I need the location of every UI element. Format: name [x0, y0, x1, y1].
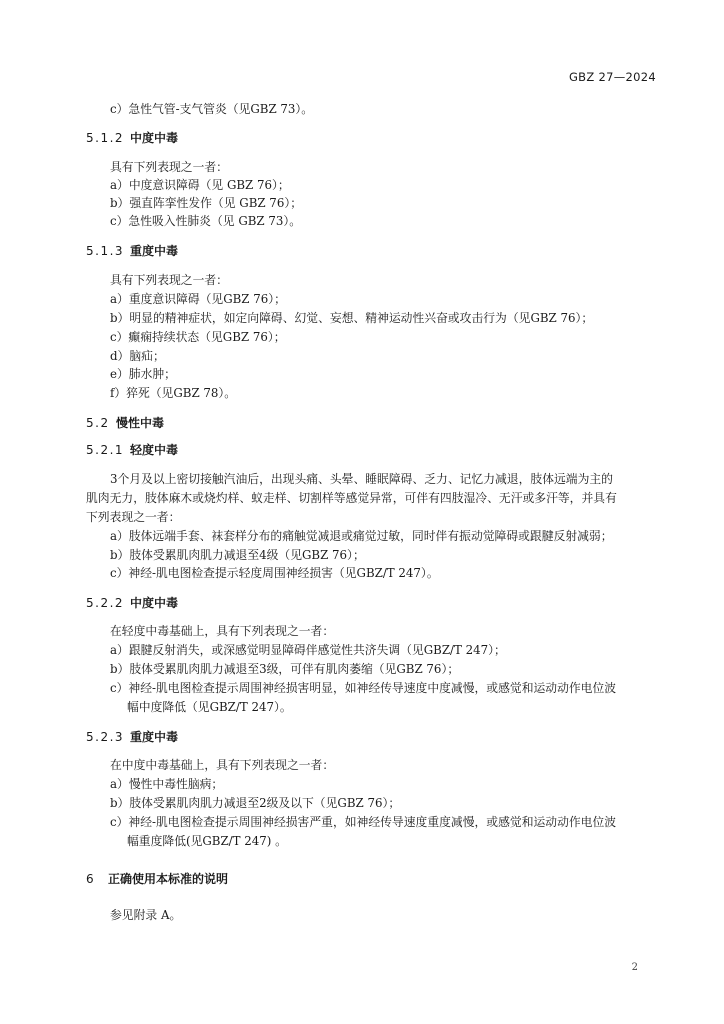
- list-item: e）肺水肿；: [110, 367, 176, 381]
- standard-code-header: GBZ 27—2024: [568, 70, 656, 84]
- paragraph-line: 参见附录 A。: [110, 908, 182, 922]
- paragraph-line: 3个月及以上密切接触汽油后，出现头痛、头晕、睡眠障碍、乏力、记忆力减退，肢体远端为主的: [110, 472, 613, 486]
- list-item-continuation: 幅中度降低（见GBZ/T 247）。: [127, 700, 292, 714]
- list-item: b）肢体受累肌肉肌力减退至4级（见GBZ 76）；: [110, 548, 365, 562]
- list-item: c）急性吸入性肺炎（见 GBZ 73）。: [110, 214, 302, 228]
- section-number: 5.1.3: [86, 244, 125, 258]
- list-item: c）癫痫持续状态（见GBZ 76）；: [110, 330, 286, 344]
- list-item: a）跟腱反射消失，或深感觉明显障碍伴感觉性共济失调（见GBZ/T 247）；: [110, 643, 506, 657]
- list-item: d）脑疝；: [110, 349, 165, 363]
- section-title: 重度中毒: [130, 730, 179, 744]
- intro-text: 在中度中毒基础上，具有下列表现之一者：: [110, 758, 335, 772]
- section-title: 中度中毒: [130, 131, 179, 145]
- list-item: b）明显的精神症状，如定向障碍、幻觉、妄想、精神运动性兴奋或攻击行为（见GBZ 76）；: [110, 311, 594, 325]
- list-item: c）神经-肌电图检查提示周围神经损害严重，如神经传导速度重度减慢，或感觉和运动动作电位波: [110, 815, 617, 829]
- intro-text: 具有下列表现之一者：: [110, 160, 228, 174]
- section-heading-5-2-2: [86, 596, 178, 610]
- list-item: b）肢体受累肌肉肌力减退至3级，可伴有肌肉萎缩（见GBZ 76）；: [110, 662, 460, 676]
- section-number: 5.1.2: [86, 131, 125, 145]
- section-heading-5-1-2: [86, 131, 178, 145]
- list-item: c）神经-肌电图检查提示周围神经损害明显，如神经传导速度中度减慢，或感觉和运动动作电位波: [110, 681, 617, 695]
- paragraph-line: 肌肉无力，肢体麻木或烧灼样、蚁走样、切割样等感觉异常，可伴有四肢湿冷、无汗或多汗等，并具有: [86, 491, 617, 505]
- intro-text: 在轻度中毒基础上，具有下列表现之一者：: [110, 624, 335, 638]
- list-item: a）重度意识障碍（见GBZ 76）；: [110, 292, 286, 306]
- section-heading-5-2-1: [86, 443, 178, 457]
- list-item: a）慢性中毒性脑病；: [110, 777, 224, 791]
- section-heading-6: [86, 872, 228, 886]
- intro-text: 具有下列表现之一者：: [110, 273, 228, 287]
- list-item: b）肢体受累肌肉肌力减退至2级及以下（见GBZ 76）；: [110, 796, 401, 810]
- list-item: c）急性气管-支气管炎（见GBZ 73）。: [110, 102, 314, 116]
- list-item: f）猝死（见GBZ 78）。: [110, 386, 237, 400]
- section-number: 5.2.3: [86, 730, 125, 744]
- list-item-continuation: 幅重度降低(见GBZ/T 247) 。: [127, 834, 287, 848]
- page-number: 2: [631, 962, 638, 973]
- section-title: 正确使用本标准的说明: [108, 872, 229, 886]
- list-item: b）强直阵挛性发作（见 GBZ 76）；: [110, 196, 303, 210]
- section-title: 中度中毒: [130, 596, 179, 610]
- section-heading-5-2-3: [86, 730, 178, 744]
- section-heading-5-1-3: [86, 244, 178, 258]
- section-number: 5.2: [86, 416, 110, 430]
- section-title: 轻度中毒: [130, 443, 179, 457]
- list-item: a）中度意识障碍（见 GBZ 76）；: [110, 178, 290, 192]
- section-title: 重度中毒: [130, 244, 179, 258]
- section-heading-5-2: [86, 416, 164, 430]
- list-item: c）神经-肌电图检查提示轻度周围神经损害（见GBZ/T 247）。: [110, 566, 439, 580]
- section-number: 5.2.1: [86, 443, 125, 457]
- section-number: 6: [86, 872, 96, 886]
- list-item: a）肢体远端手套、袜套样分布的痛触觉减退或痛觉过敏，同时伴有振动觉障碍或跟腱反射减弱；: [110, 529, 613, 543]
- section-title: 慢性中毒: [116, 416, 165, 430]
- section-number: 5.2.2: [86, 596, 125, 610]
- paragraph-line: 下列表现之一者：: [86, 510, 181, 524]
